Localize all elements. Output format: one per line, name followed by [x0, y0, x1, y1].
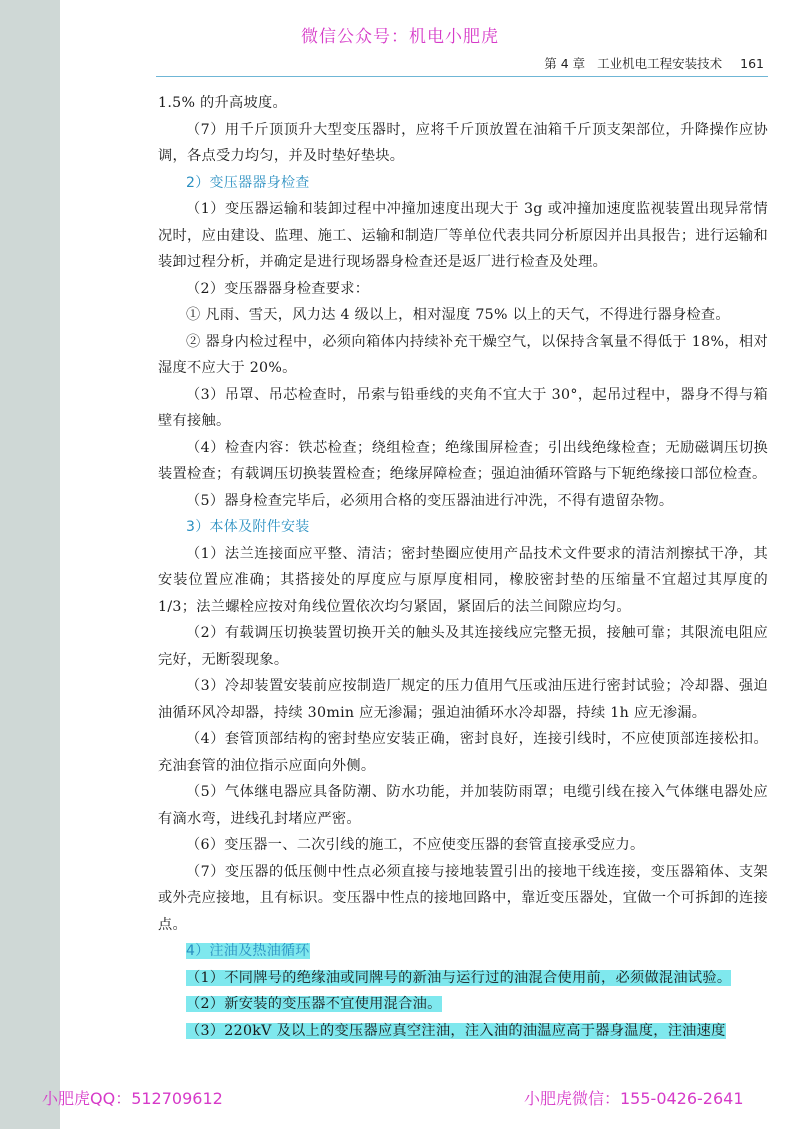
- header-rule: [156, 76, 768, 77]
- highlighted-text: （3）220kV 及以上的变压器应真空注油，注入油的油温应高于器身温度，注油速度: [186, 1022, 726, 1039]
- paragraph: 1.5% 的升高坡度。: [158, 95, 287, 111]
- paragraph: （4）检查内容：铁芯检查；绕组检查；绝缘围屏检查；引出线绝缘检查；无励磁调压切换装置检查；有载调压切换装置检查；绝缘屏障检查；强迫油循环管路与下轭绝缘接口部位检查。: [158, 439, 768, 482]
- paragraph: [158, 965, 768, 992]
- paragraph: ② 器身内检过程中，必须向箱体内持续补充干燥空气，以保持含氧量不得低于 18%，相对湿度不应大于 20%。: [158, 333, 768, 376]
- paragraph: （1）变压器运输和装卸过程中冲撞加速度出现大于 3g 或冲撞加速度监视装置出现异常情况时，应由建设、监理、施工、运输和制造厂等单位代表共同分析原因并出具报告；进行运输和装卸过程分析，并确定是进行现场器身检查还是返厂进行检查及处理。: [158, 201, 768, 270]
- section-heading: [158, 938, 768, 965]
- running-header: [544, 54, 764, 72]
- paragraph: [158, 1018, 768, 1045]
- paragraph: （5）器身检查完毕后，必须用合格的变压器油进行冲洗，不得有遗留杂物。: [186, 492, 674, 509]
- chapter-label: 第 4 章: [544, 56, 586, 71]
- paragraph: ① 凡雨、雪天，风力达 4 级以上，相对湿度 75% 以上的天气，不得进行器身检查。: [186, 307, 730, 323]
- highlighted-text: （2）新安装的变压器不宜使用混合油。: [186, 996, 442, 1012]
- paragraph: （4）套管顶部结构的密封垫应安装正确，密封良好，连接引线时，不应使顶部连接松扣。充油套管的油位指示应面向外侧。: [158, 731, 768, 774]
- highlighted-text: 4）注油及热油循环: [186, 943, 310, 959]
- paragraph: （6）变压器一、二次引线的施工，不应使变压器的套管直接承受应力。: [186, 837, 645, 853]
- paragraph: （7）变压器的低压侧中性点必须直接与接地装置引出的接地干线连接，变压器箱体、支架或外壳应接地，且有标识。变压器中性点的接地回路中，靠近变压器处，宜做一个可拆卸的连接点。: [158, 863, 768, 933]
- section-heading: 3）本体及附件安装: [186, 519, 310, 535]
- section-heading: 2）变压器器身检查: [186, 174, 310, 191]
- paragraph: （3）冷却装置安装前应按制造厂规定的压力值用气压或油压进行密封试验；冷却器、强迫油循环风冷却器，持续 30min 应无渗漏；强迫油循环水冷却器，持续 1h 应无渗漏。: [158, 678, 768, 721]
- paragraph: （1）法兰连接面应平整、清洁；密封垫圈应使用产品技术文件要求的清洁剂擦拭干净，其安装位置应准确；其搭接处的厚度应与原厚度相同，橡胶密封垫的压缩量不宜超过其厚度的 1/3；法兰螺栓应按对角线位置依次均匀紧固，紧固后的法兰间隙应均匀。: [158, 545, 768, 615]
- body-text: [158, 90, 768, 1044]
- paragraph: （2）有载调压切换装置切换开关的触头及其连接线应完整无损，接触可靠；其限流电阻应完好，无断裂现象。: [158, 625, 768, 668]
- watermark-top: 微信公众号：机电小肥虎: [301, 27, 499, 47]
- watermark-bottom-left: 小肥虎QQ：512709612: [42, 1089, 223, 1108]
- watermark-bottom-right: 小肥虎微信：155-0426-2641: [524, 1089, 744, 1108]
- paragraph: （5）气体继电器应具备防潮、防水功能，并加装防雨罩；电缆引线在接入气体继电器处应有滴水弯，进线孔封堵应严密。: [158, 784, 768, 827]
- chapter-title: 工业机电工程安装技术: [597, 56, 723, 71]
- page-number: 161: [740, 56, 764, 71]
- page-edge-band: [0, 0, 60, 1129]
- paragraph: [158, 991, 768, 1018]
- highlighted-text: （1）不同牌号的绝缘油或同牌号的新油与运行过的油混合使用前，必须做混油试验。: [186, 969, 732, 986]
- paragraph: （3）吊罩、吊芯检查时，吊索与铅垂线的夹角不宜大于 30°，起吊过程中，器身不得与箱壁有接触。: [158, 386, 768, 429]
- paragraph: （7）用千斤顶顶升大型变压器时，应将千斤顶放置在油箱千斤顶支架部位，升降操作应协调，各点受力均匀，并及时垫好垫块。: [158, 121, 768, 164]
- paragraph: （2）变压器器身检查要求：: [186, 280, 370, 297]
